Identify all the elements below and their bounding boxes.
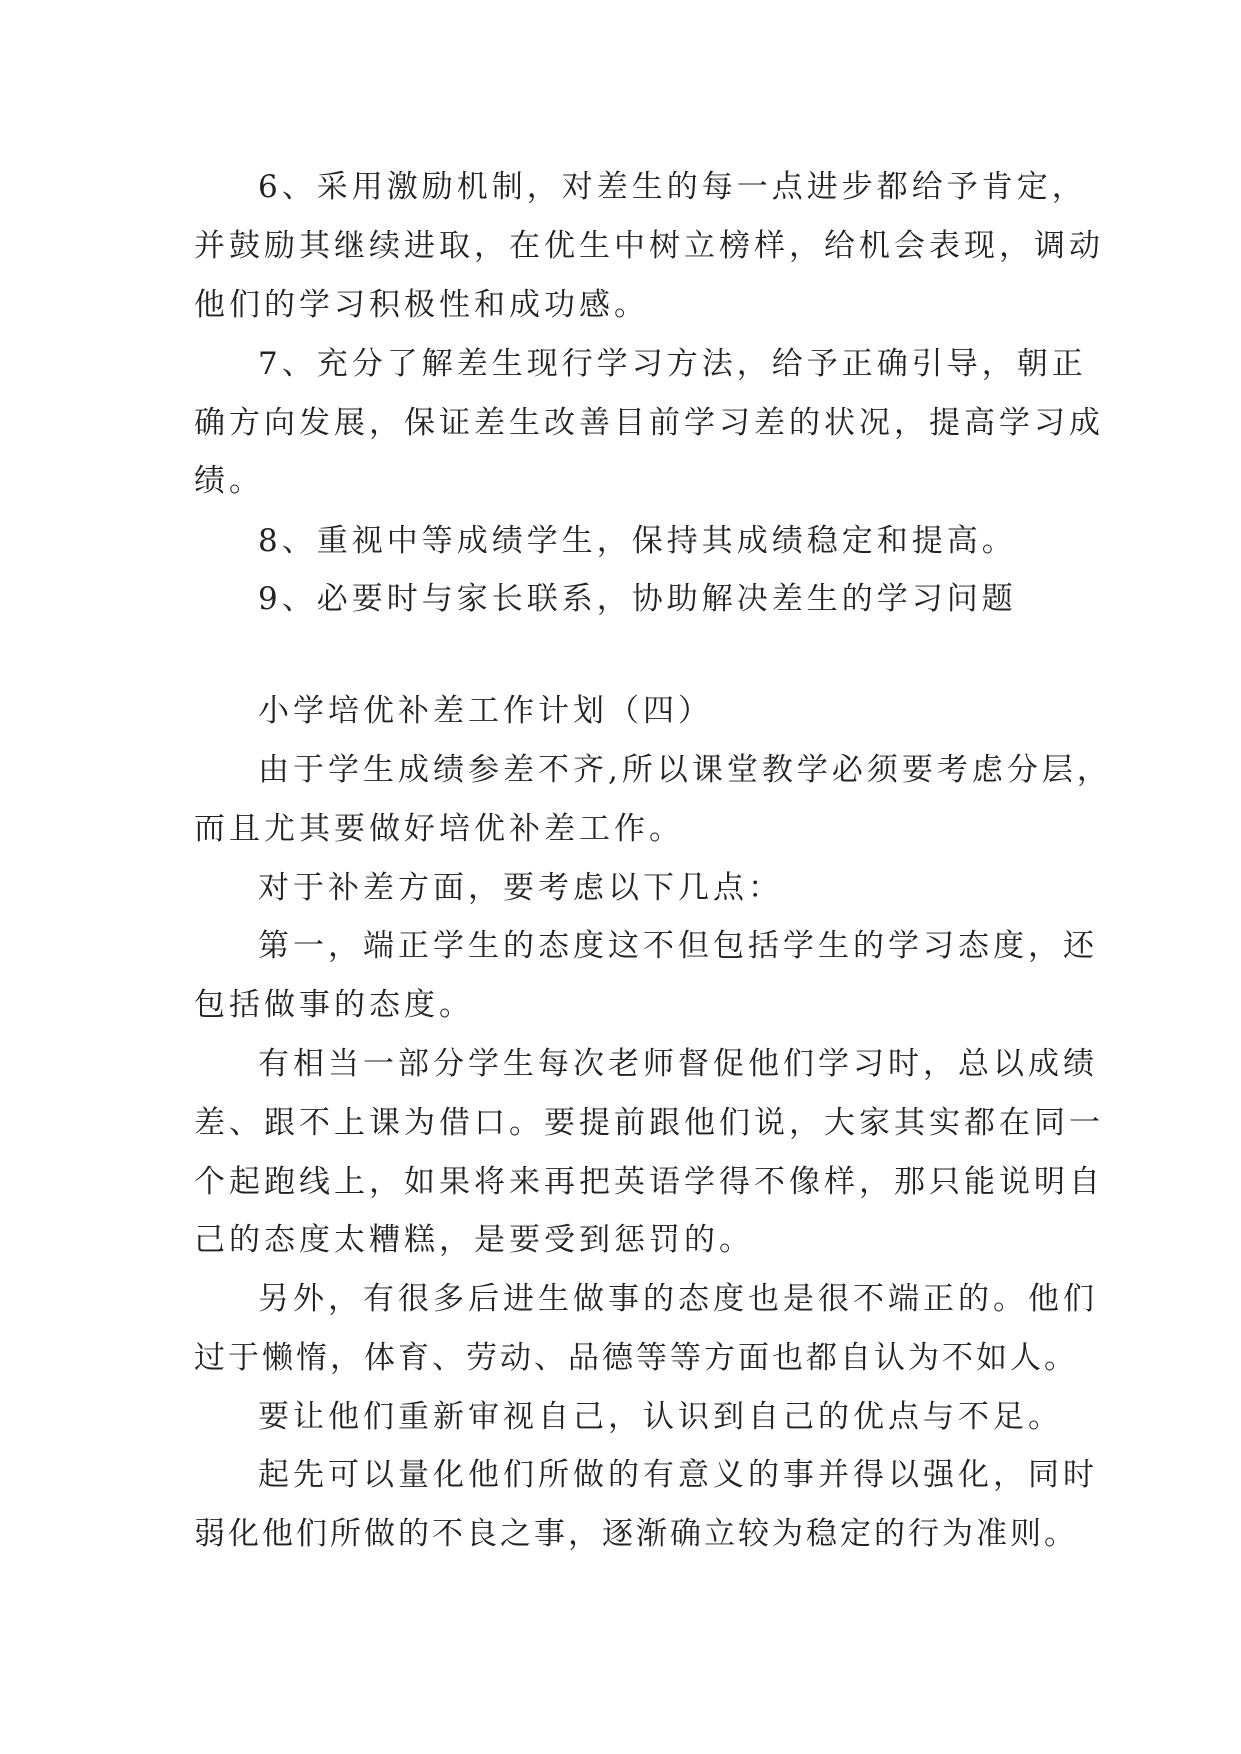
paragraph-7-line-2: 确方向发展，保证差生改善目前学习差的状况，提高学习成 [194, 405, 1104, 441]
paragraph-9: 9、必要时与家长联系，协助解决差生的学习问题 [258, 581, 1017, 617]
remedial-heading: 对于补差方面，要考虑以下几点： [258, 870, 783, 906]
excuse-paragraph-line-4: 己的态度太糟糕，是要受到惩罚的。 [194, 1222, 754, 1258]
excuse-paragraph-line-2: 差、跟不上课为借口。要提前跟他们说，大家其实都在同一 [194, 1105, 1104, 1141]
excuse-paragraph-line-3: 个起跑线上，如果将来再把英语学得不像样，那只能说明自 [194, 1164, 1104, 1200]
paragraph-6-line-2: 并鼓励其继续进取，在优生中树立榜样，给机会表现，调动 [194, 228, 1104, 264]
paragraph-7-line-3: 绩。 [194, 463, 264, 499]
attitude-paragraph-line-1: 另外，有很多后进生做事的态度也是很不端正的。他们 [258, 1281, 1098, 1317]
excuse-paragraph-line-1: 有相当一部分学生每次老师督促他们学习时，总以成绩 [258, 1046, 1098, 1082]
reinforce-paragraph-line-2: 弱化他们所做的不良之事，逐渐确立较为稳定的行为准则。 [194, 1516, 1078, 1552]
intro-line-2: 而且尤其要做好培优补差工作。 [194, 811, 684, 847]
intro-line-1: 由于学生成绩参差不齐,所以课堂教学必须要考虑分层， [258, 752, 1112, 788]
paragraph-7-line-1: 7、充分了解差生现行学习方法，给予正确引导，朝正 [258, 346, 1087, 382]
section-title: 小学培优补差工作计划（四） [258, 693, 713, 729]
point-1-line-2: 包括做事的态度。 [194, 987, 474, 1023]
reinforce-paragraph-line-1: 起先可以量化他们所做的有意义的事并得以强化，同时 [258, 1457, 1098, 1493]
paragraph-6-line-1: 6、采用激励机制，对差生的每一点进步都给予肯定， [258, 169, 1087, 205]
paragraph-6-line-3: 他们的学习积极性和成功感。 [194, 287, 649, 323]
self-review-paragraph: 要让他们重新审视自己，认识到自己的优点与不足。 [258, 1399, 1063, 1435]
paragraph-8: 8、重视中等成绩学生，保持其成绩稳定和提高。 [258, 523, 1017, 559]
point-1-line-1: 第一，端正学生的态度这不但包括学生的学习态度，还 [258, 928, 1098, 964]
attitude-paragraph-line-2: 过于懒惰，体育、劳动、品德等等方面也都自认为不如人。 [194, 1340, 1078, 1376]
